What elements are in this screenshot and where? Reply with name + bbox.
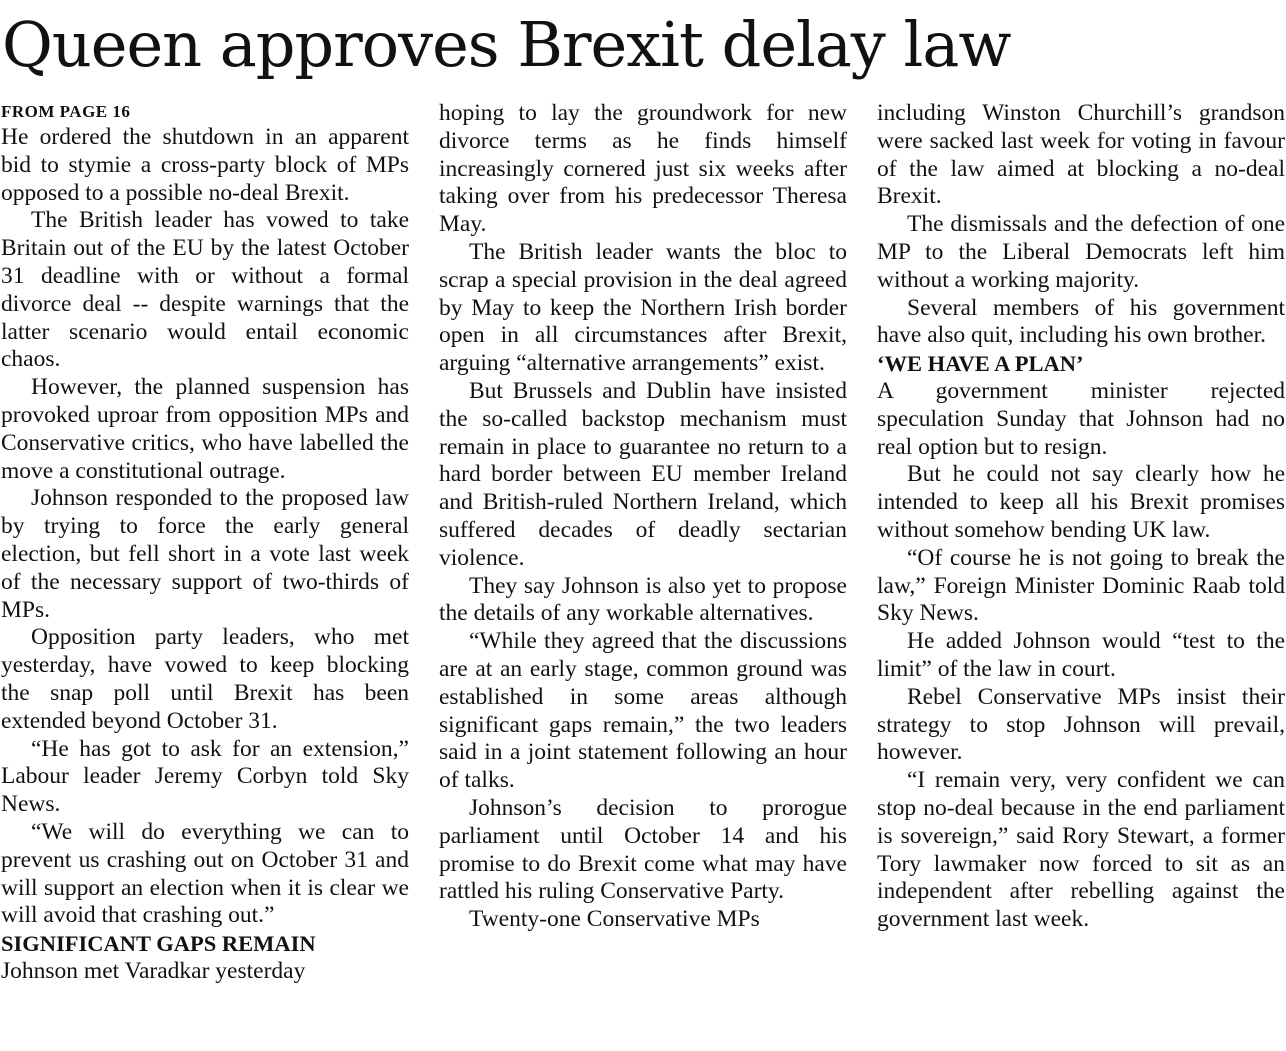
paragraph: Johnson’s decision to prorogue parliament until October 14 and his promise to do Brexit come what may have rattled his ruling Conservative Party. — [439, 794, 847, 905]
paragraph: However, the planned suspension has provoked uproar from opposition MPs and Conservative critics, who have labelled the move a constitutional outrage. — [1, 374, 409, 484]
subheading: ‘WE HAVE A PLAN’ — [877, 351, 1084, 377]
paragraph: He ordered the shutdown in an apparent bid to stymie a cross-party block of MPs opposed to a possible no-deal Brexit. — [1, 124, 409, 206]
subheading: SIGNIFICANT GAPS REMAIN — [1, 931, 316, 957]
paragraph: Johnson responded to the proposed law by trying to force the early general election, but fell short in a vote last week of the necessary support of two-thirds of MPs. — [1, 485, 409, 623]
paragraph: A government minister rejected speculation Sunday that Johnson had no real option but to resign. — [877, 377, 1285, 460]
paragraph: “We will do everything we can to prevent us crashing out on October 31 and will support an election when it is clear we will avoid that crashing out.” — [1, 818, 409, 929]
article-column-1 — [1, 100, 409, 1051]
paragraph: Twenty-one Conservative MPs — [469, 906, 760, 933]
paragraph: Several members of his government have also quit, including his own brother. — [877, 294, 1285, 349]
paragraph: “He has got to ask for an extension,” Labour leader Jeremy Corbyn told Sky News. — [1, 735, 409, 818]
paragraph: They say Johnson is also yet to propose the details of any workable alternatives. — [439, 572, 847, 627]
paragraph: including Winston Churchill’s grandson were sacked last week for voting in favour of the law aimed at blocking a no-deal Brexit. — [877, 100, 1285, 210]
paragraph: The British leader has vowed to take Britain out of the EU by the latest October 31 deadline with or without a formal divorce deal -- despite warnings that the latter scenario would entail economic chaos. — [1, 207, 409, 373]
paragraph: Rebel Conservative MPs insist their strategy to stop Johnson will prevail, however. — [877, 683, 1285, 766]
paragraph: He added Johnson would “test to the limit” of the law in court. — [877, 628, 1285, 682]
article-column-3 — [877, 100, 1285, 1051]
paragraph: Johnson met Varadkar yesterday — [1, 957, 306, 984]
headline: Queen approves Brexit delay law — [2, 8, 1011, 81]
paragraph: The dismissals and the defection of one MP to the Liberal Democrats left him without a working majority. — [877, 211, 1285, 293]
paragraph: But Brussels and Dublin have insisted the so-called backstop mechanism must remain in place to guarantee no return to a hard border between EU member Ireland and British-ruled Northern Ireland, which suffered decades of deadly sectarian violence. — [439, 377, 847, 571]
paragraph: “I remain very, very confident we can stop no-deal because in the end parliament is sovereign,” said Rory Stewart, a former Tory lawmaker now forced to sit as an independent after rebelling against the government last week. — [877, 767, 1285, 933]
paragraph: hoping to lay the groundwork for new divorce terms as he finds himself increasingly cornered just six weeks after taking over from his predecessor Theresa May. — [439, 100, 847, 238]
continued-from-label: FROM PAGE 16 — [1, 102, 131, 121]
article-column-2 — [439, 100, 847, 1051]
paragraph: “Of course he is not going to break the law,” Foreign Minister Dominic Raab told Sky News. — [877, 544, 1285, 627]
paragraph: The British leader wants the bloc to scrap a special provision in the deal agreed by May to keep the Northern Irish border open in all circumstances after Brexit, arguing “alternative arrangements” exist. — [439, 238, 847, 377]
paragraph: But he could not say clearly how he intended to keep all his Brexit promises without somehow bending UK law. — [877, 461, 1285, 543]
paragraph: Opposition party leaders, who met yesterday, have vowed to keep blocking the snap poll until Brexit has been extended beyond October 31. — [1, 624, 409, 734]
paragraph: “While they agreed that the discussions are at an early stage, common ground was established in some areas although significant gaps remain,” the two leaders said in a joint statement following an hour of talks. — [439, 628, 847, 794]
